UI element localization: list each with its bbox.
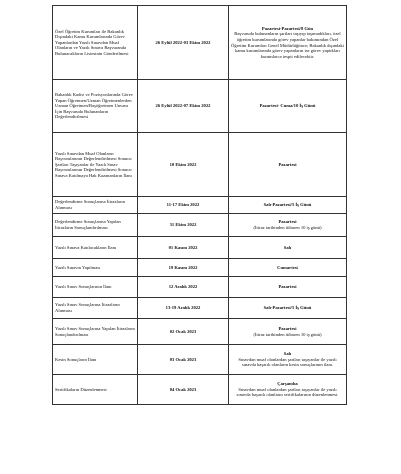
date-cell: 31 Ekim 2022 (138, 214, 229, 237)
day-cell (229, 375, 347, 405)
activity-cell: Yazılı Sınava Katılacakların İlanı (53, 237, 138, 259)
date-cell: 04 Ocak 2023 (138, 375, 229, 405)
table-row (53, 259, 347, 277)
day-label: Çarşamba (277, 381, 298, 387)
date-cell: 12 Aralık 2022 (138, 277, 229, 298)
activity-cell: Sertifikaların Düzenlenmesi (53, 375, 138, 405)
day-note: Sınavdan muaf olanlardan şartları taşıyanlar ile yazılı sınavda başarılı olanların sertifikalarının düzenlenmesi. (236, 386, 339, 398)
date-cell: 03 Ocak 2023 (138, 345, 229, 375)
day-cell (229, 319, 347, 345)
day-cell (229, 345, 347, 375)
day-cell (229, 298, 347, 319)
day-cell (229, 237, 347, 259)
day-label: Pazartesi (278, 284, 297, 290)
table-row (53, 345, 347, 375)
activity-cell: Yazılı Sınav Sonuçlarına İtirazların Alınması (53, 298, 138, 319)
day-label: Pazartesi-Pazartesi/8 Gün (261, 25, 314, 31)
day-cell (229, 6, 347, 80)
day-cell (229, 259, 347, 277)
table-row (53, 375, 347, 405)
activity-cell: Yazılı Sınavın Yapılması (53, 259, 138, 277)
table-row (53, 80, 347, 133)
day-note: Sınavdan muaf olanlardan şartları taşıyanlar ile yazılı sınavda başarılı olanların kesin sonuçlarının ilanı. (238, 356, 337, 368)
table-row (53, 298, 347, 319)
day-note: (İtiraz tarihinden itibaren 10 iş günü) (253, 225, 322, 230)
date-cell: 26 Eylül 2022-03 Ekim 2022 (138, 6, 229, 80)
date-cell: 10 Ekim 2022 (138, 133, 229, 197)
day-cell (229, 214, 347, 237)
activity-cell: Kesin Sonuçların İlanı (53, 345, 138, 375)
activity-cell: Yazılı Sınavdan Muaf Olanların Başvurularının Değerlendirilmesi Sonucu Şartları Taşıyanlar ile Yazılı Sınav Başvurularının Değerlendirilmesi Sonucu Sınava Katılmaya Hak Kazananların İlanı (53, 133, 138, 197)
date-cell: 26 Eylül 2022-07 Ekim 2022 (138, 80, 229, 133)
day-cell (229, 133, 347, 197)
activity-cell: Özel Öğretim Kurumları ile Bakanlık Dışındaki Kamu Kurumlarında Görev Yapanlardan Yazılı Sınavdan Muaf Olanların ve Yazılı Sınava Başvuranda Bulunacakların Listesinin Gönderilmesi (53, 6, 138, 80)
activity-cell: Bakanlık Kadro ve Pozisyonlarında Görev Yapan Öğretmen/Uzman Öğretmenlerden Uzman Öğretmen/Başöğretmen Unvanı İçin Başvuruda Bulunanların Değerlendirilmesi (53, 80, 138, 133)
activity-cell: Yazılı Sınav Sonuçlarının İlanı (53, 277, 138, 298)
date-cell: 11-17 Ekim 2022 (138, 197, 229, 214)
day-note: (İtiraz tarihinden itibaren 10 iş günü) (253, 331, 322, 337)
day-label: Salı (283, 244, 292, 250)
date-cell: 13-19 Aralık 2022 (138, 298, 229, 319)
day-cell (229, 277, 347, 298)
date-cell: 01 Kasım 2022 (138, 237, 229, 259)
day-cell (229, 80, 347, 133)
table-row (53, 133, 347, 197)
table-row (53, 319, 347, 345)
day-label: Salı (283, 351, 292, 357)
schedule-table (52, 5, 347, 405)
day-label: Pazartesi (278, 325, 297, 331)
day-label: Cumartesi (277, 264, 298, 270)
day-note: Başvuruda bulunanların şartları taşıyıp taşımadıkları, özel öğretim kurumlarında görev yapanlar bakımından Özel Öğretim Kurumları Genel Müdürlüğünce; Bakanlık dışındaki kamu kurumlarında görev yapanların ise görev yaptıkları kurumlarca tespit edilecektir. (231, 31, 344, 59)
table-row (53, 277, 347, 298)
activity-cell: Yazılı Sınav Sonuçlarına Yapılan İtirazların Sonuçlandırılması (53, 319, 138, 345)
day-label: Salı-Pazartesi/5 İş Günü (263, 202, 312, 208)
table-row (53, 237, 347, 259)
day-label: Pazartesi- Cuma/10 İş Günü (259, 103, 316, 109)
activity-cell: Değerlendirme Sonuçlarına İtirazların Alınması (53, 197, 138, 214)
day-cell (229, 197, 347, 214)
date-cell: 19 Kasım 2022 (138, 259, 229, 277)
activity-cell: Değerlendirme Sonuçlarına Yapılan İtirazların Sonuçlandırılması (53, 214, 138, 237)
date-cell: 02 Ocak 2023 (138, 319, 229, 345)
day-label: Salı-Pazartesi/5 İş Günü (263, 305, 312, 311)
table-row (53, 6, 347, 80)
table-row (53, 214, 347, 237)
day-label: Pazartesi (278, 161, 297, 167)
table-row (53, 197, 347, 214)
day-label: Pazartesi (278, 219, 297, 225)
